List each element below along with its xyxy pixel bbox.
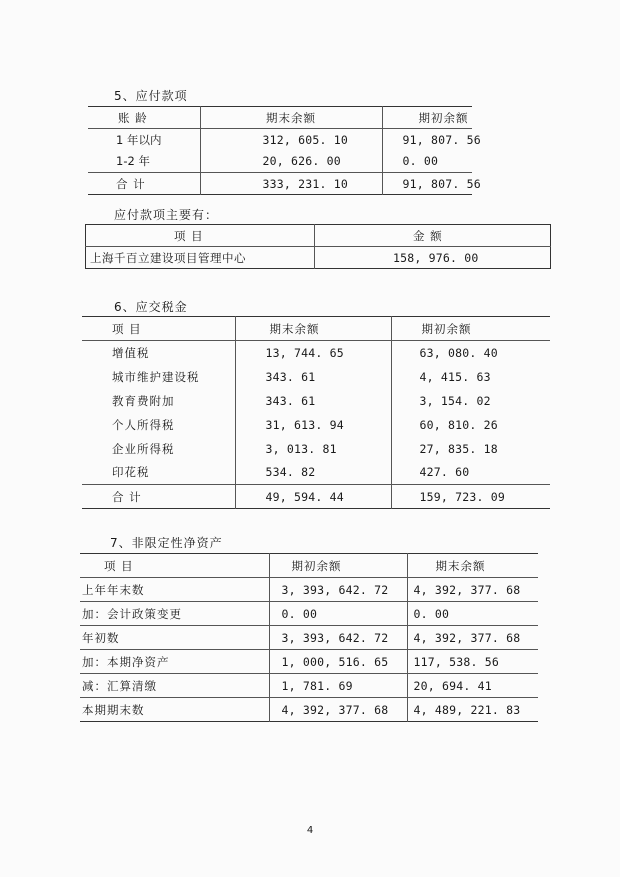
value-cell: 343. 61 [235, 389, 391, 413]
payables-table [88, 106, 481, 195]
header-cell: 期末余额 [200, 107, 382, 129]
table-header-row [86, 225, 551, 247]
value-cell: 158, 976. 00 [393, 250, 479, 265]
table-row [80, 674, 538, 698]
header-cell: 账 龄 [88, 107, 200, 129]
row-label: 加：本期净资产 [80, 650, 269, 674]
row-label: 印花税 [82, 461, 235, 485]
row-label: 本期期末数 [80, 698, 269, 722]
table-header-row [88, 107, 472, 129]
value-cell: 13, 744. 65 [235, 341, 391, 365]
value-cell: 27, 835. 18 [419, 441, 498, 456]
header-cell: 期末余额 [235, 317, 391, 341]
value-cell: 4, 392, 377. 68 [413, 582, 521, 597]
table-total-row [80, 698, 538, 722]
main-payables-title: 应付款项主要有： [114, 208, 219, 222]
value-cell: 333, 231. 10 [200, 173, 382, 195]
header-cell: 期末余额 [435, 558, 486, 573]
table-row [82, 437, 550, 461]
header-cell: 金 额 [413, 228, 443, 243]
header-cell: 项 目 [80, 554, 269, 578]
section-7-title: 7、非限定性净资产 [110, 536, 223, 550]
main-payables-table [85, 224, 551, 269]
row-label: 1-2 年 [88, 151, 200, 173]
header-cell: 项 目 [82, 317, 235, 341]
taxes-table [82, 316, 550, 509]
section-6-title: 6、应交税金 [114, 300, 188, 314]
row-label: 教育费附加 [82, 389, 235, 413]
value-cell: 312, 605. 10 [200, 129, 382, 151]
table-row [80, 626, 538, 650]
value-cell: 117, 538. 56 [413, 654, 499, 669]
table-row [88, 151, 472, 173]
value-cell: 49, 594. 44 [235, 485, 391, 509]
value-cell: 159, 723. 09 [419, 489, 505, 504]
table-row [82, 461, 550, 485]
value-cell: 3, 393, 642. 72 [269, 578, 407, 602]
value-cell: 0. 00 [402, 154, 439, 169]
value-cell: 3, 013. 81 [235, 437, 391, 461]
value-cell: 4, 392, 377. 68 [413, 630, 521, 645]
table-row [80, 578, 538, 602]
value-cell: 4, 415. 63 [419, 369, 491, 384]
table-row [82, 341, 550, 365]
value-cell: 91, 807. 56 [402, 132, 481, 147]
header-cell: 期初余额 [418, 110, 469, 125]
value-cell: 0. 00 [269, 602, 407, 626]
row-label: 上海千百立建设项目管理中心 [86, 247, 315, 269]
table-header-row [82, 317, 550, 341]
table-row [88, 129, 472, 151]
table-total-row [82, 485, 550, 509]
value-cell: 534. 82 [235, 461, 391, 485]
table-row [86, 247, 551, 269]
value-cell: 60, 810. 26 [419, 417, 498, 432]
row-label: 个人所得税 [82, 413, 235, 437]
table-row [80, 602, 538, 626]
section-5-title: 5、应付款项 [114, 89, 188, 103]
table-total-row [88, 173, 472, 195]
value-cell: 1, 000, 516. 65 [269, 650, 407, 674]
header-cell: 期初余额 [269, 554, 407, 578]
value-cell: 20, 694. 41 [413, 678, 492, 693]
table-row [80, 650, 538, 674]
value-cell: 31, 613. 94 [235, 413, 391, 437]
value-cell: 427. 60 [419, 465, 470, 480]
header-cell: 期初余额 [421, 321, 472, 336]
row-label: 合 计 [82, 485, 235, 509]
header-cell: 项 目 [86, 225, 315, 247]
row-label: 减：汇算清缴 [80, 674, 269, 698]
value-cell: 0. 00 [413, 606, 450, 621]
row-label: 企业所得税 [82, 437, 235, 461]
value-cell: 20, 626. 00 [200, 151, 382, 173]
row-label: 1 年以内 [88, 129, 200, 151]
net-assets-table [80, 553, 538, 722]
row-label: 城市维护建设税 [82, 365, 235, 389]
row-label: 合 计 [88, 173, 200, 195]
row-label: 加：会计政策变更 [80, 602, 269, 626]
value-cell: 4, 392, 377. 68 [269, 698, 407, 722]
table-row [82, 413, 550, 437]
row-label: 增值税 [82, 341, 235, 365]
value-cell: 63, 080. 40 [419, 345, 498, 360]
value-cell: 3, 393, 642. 72 [269, 626, 407, 650]
value-cell: 3, 154. 02 [419, 393, 491, 408]
value-cell: 1, 781. 69 [269, 674, 407, 698]
row-label: 年初数 [80, 626, 269, 650]
table-row [82, 389, 550, 413]
table-header-row [80, 554, 538, 578]
row-label: 上年年末数 [80, 578, 269, 602]
table-row [82, 365, 550, 389]
value-cell: 4, 489, 221. 83 [413, 702, 521, 717]
value-cell: 91, 807. 56 [402, 176, 481, 191]
value-cell: 343. 61 [235, 365, 391, 389]
page-number: 4 [306, 825, 314, 836]
